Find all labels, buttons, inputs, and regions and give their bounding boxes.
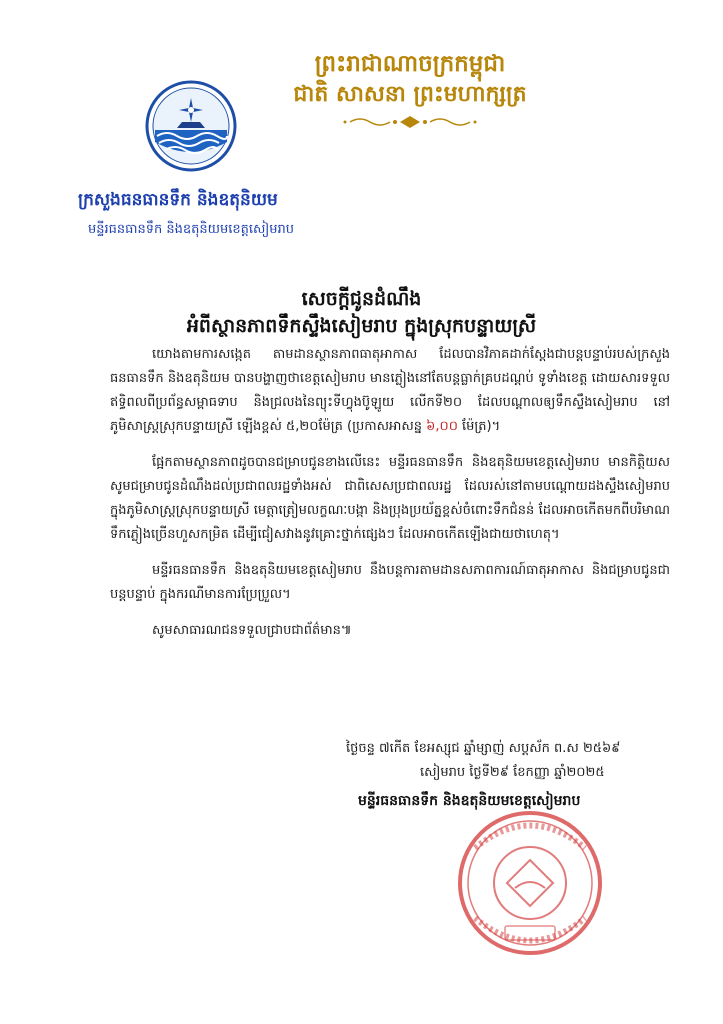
notice-title: សេចក្តីជូនដំណឹង <box>301 288 422 310</box>
solar-date: សៀមរាប ថ្ងៃទី២៩ ខែកញ្ញា ឆ្នាំ២០២៥ <box>420 765 605 780</box>
paragraph-3: មន្ទីរធនធានទឹក និងឧតុនិយមខេត្តសៀមរាប នឹងបន្តការតាមដានសភាពការណ៍ធាតុអាកាស និងជម្រាបជូនជាបន្តបន្ទាប់ ក្នុងករណីមានការប្រែប្រួល។ <box>110 563 670 602</box>
notice-body <box>110 343 670 655</box>
paragraph-1 <box>110 343 670 439</box>
department-name: មន្ទីរធនធានទឹក និងឧតុនិយមខេត្តសៀមរាប <box>88 222 295 237</box>
paragraph-4: សូមសាធារណជនទទួលជ្រាបជាព័ត៌មាន៕ <box>152 623 352 638</box>
paragraph-1-end: ម៉ែត្រ)។ <box>462 419 501 434</box>
kingdom-heading <box>240 48 580 130</box>
paragraph-1-text: យោងតាមការសង្កេត តាមដានស្ថានភាពធាតុអាកាស ដែលបានវិភាគដាក់ស្តែងជាបន្តបន្ទាប់របស់ក្រសួងធនធានទឹក និងឧតុនិយម បានបង្ហាញថាខេត្តសៀមរាប មានភ្លៀងនៅតែបន្តធ្លាក់គ្របដណ្តប់ ទូទាំងខេត្ត ដោយសារទទួលឥទ្ធិពលពីប្រព័ន្ធសម្ពាធទាប និងជ្រលងនៃព្យុះទីហ្វុងប៊ូឡូយ លើកទី២០ ដែលបណ្តាលឲ្យទឹកស្ទឹងសៀមរាប នៅភូមិសាស្ត្រស្រុកបន្ទាយស្រី ឡើងខ្ពស់ ៥,២០ម៉ែត្រ (ប្រកាសអាសន្ន <box>110 347 670 434</box>
notice-subtitle: អំពីស្ថានភាពទឹកស្ទឹងសៀមរាប ក្នុងស្រុកបន្ទាយស្រី <box>186 315 537 337</box>
paragraph-2: ផ្អែកតាមស្ថានភាពដូចបានជម្រាបជូនខាងលើនេះ មន្ទីរធនធានទឹក និងឧតុនិយមខេត្តសៀមរាប មានកិត្តិយសសូមជម្រាបជូនដំណឹងដល់ប្រជាពលរដ្ឋទាំងអស់ ជាពិសេសប្រជាពលរដ្ឋ ដែលរស់នៅតាមបណ្តោយដងស្ទឹងសៀមរាប ក្នុងភូមិសាស្ត្រស្រុកបន្ទាយស្រី មេត្តាត្រៀមលក្ខណៈបង្កា និងប្រុងប្រយ័ត្នខ្ពស់ចំពោះទឹកជំនន់ ដែលអាចកើតមកពីបរិមាណទឹកភ្លៀងច្រើនហួសកម្រិត ដើម្បីជៀសវាងនូវគ្រោះថ្នាក់ផ្សេងៗ ដែលអាចកើតឡើងជាយថាហេតុ។ <box>110 455 670 542</box>
kingdom-line-2: ជាតិ សាសនា ព្រះមហាក្សត្រ <box>293 82 527 107</box>
signer-name: មន្ទីរធនធានទឹក និងឧតុនិយមខេត្តសៀមរាប <box>358 793 581 809</box>
ministry-logo-icon <box>145 80 237 172</box>
kingdom-line-1: ព្រះរាជាណាចក្រកម្ពុជា <box>314 51 506 77</box>
lunar-date: ថ្ងៃចន្ទ ៧កើត ខែអស្សុជ ឆ្នាំម្សាញ់ សប្តស័ក ព.ស ២៥៦៩ <box>346 741 621 756</box>
ministry-name: ក្រសួងធនធានទឹក និងឧតុនិយម <box>78 190 278 210</box>
official-seal-icon <box>455 808 605 958</box>
ornament-divider-icon <box>340 114 480 130</box>
alert-level-value: ៦,០០ <box>426 419 458 434</box>
